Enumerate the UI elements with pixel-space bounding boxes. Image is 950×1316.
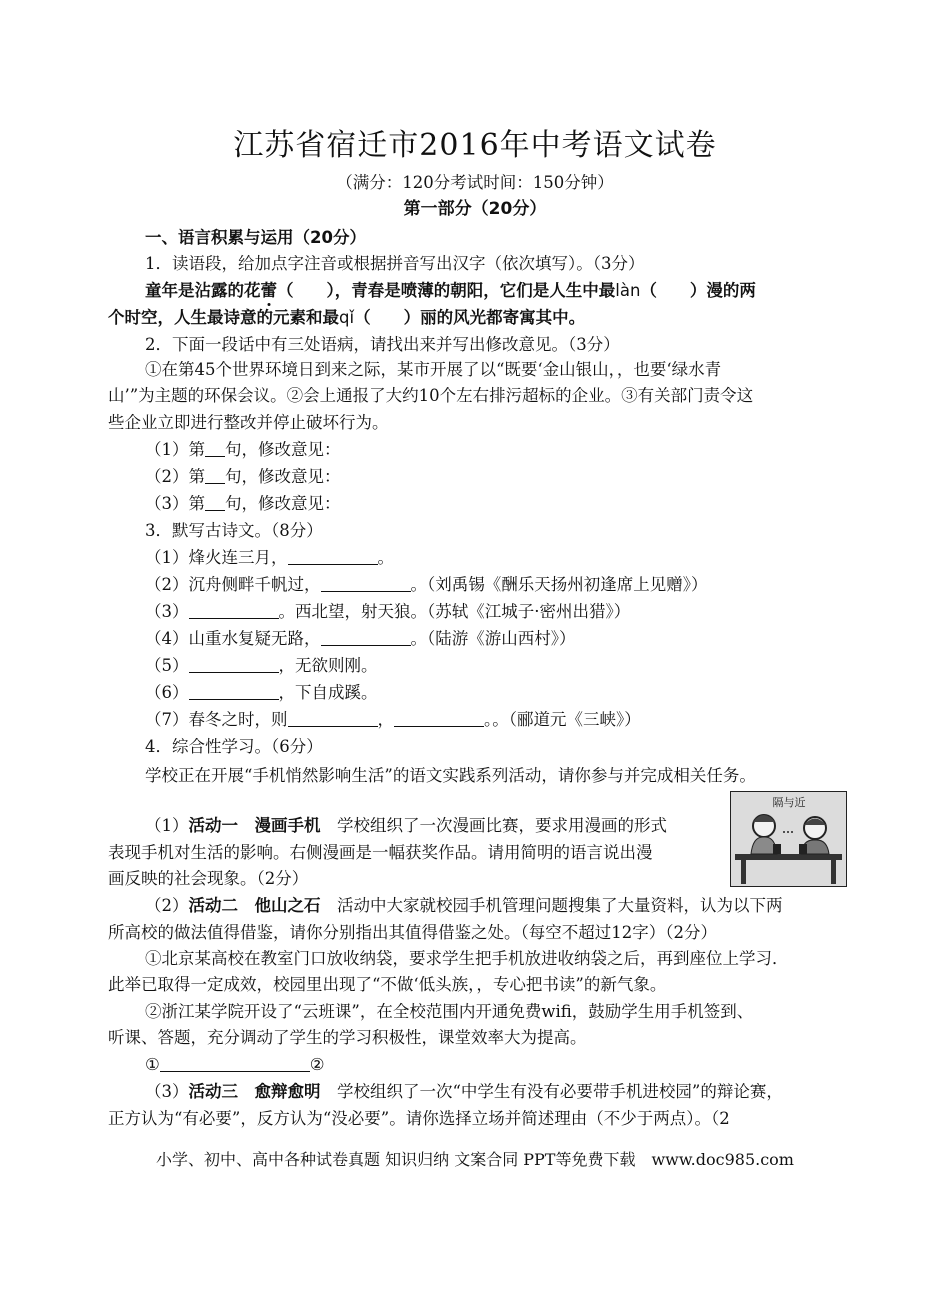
activity2-line: 所高校的做法值得借鉴，请你分别指出其值得借鉴之处。（每空不超过12字）（2分） [108,923,717,942]
q3-item: （3） 。西北望，射天狼。（苏轼《江城子·密州出猎》） [145,602,631,621]
pinyin: qǐ [339,308,355,327]
q3-item: （6） ，下自成蹊。 [145,683,378,702]
q1-prompt: 1．读语段，给加点字注音或根据拼音写出汉字（依次填写）。（3分） [145,254,645,273]
activity2-line: 听课、答题，充分调动了学生的学习积极性，课堂效率大为提高。 [108,1028,587,1047]
q3-item: （4）山重水复疑无路， 。（陆游《游山西村》） [145,629,576,648]
dotted-char: 蕾 [260,281,277,300]
comic-drawing [731,792,846,886]
answer-blank[interactable] [205,439,225,457]
activity1-title: 活动一 漫画手机 [188,816,321,835]
answer-blank[interactable] [189,682,279,700]
part-heading: 第一部分（20分） [403,199,547,219]
activity2-title: 活动二 他山之石 [188,896,321,915]
answer-blank[interactable] [394,709,484,727]
answer-blank[interactable] [321,574,411,592]
q2-paragraph-line: ①在第45个世界环境日到来之际，某市开展了以“既要‘金山银山，，也要‘绿水青 [145,360,722,379]
q4-prompt: 4．综合性学习。（6分） [145,737,323,756]
activity2-line: （2）活动二 他山之石 活动中大家就校园手机管理问题搜集了大量资料，认为以下两 [145,896,783,915]
activity1-line: 画反映的社会现象。（2分） [108,869,309,888]
q1-passage-line1: 童年是沾露的花蕾（ ），青春是喷薄的朝阳，它们是人生中最làn（ ）漫的两 [145,281,756,300]
answer-blank[interactable] [288,547,378,565]
activity2-line: ①北京某高校在教室门口放收纳袋，要求学生把手机放进收纳袋之后，再到座位上学习． [145,949,789,968]
q2-paragraph-line: 山’”为主题的环保会议。②会上通报了大约10个左右排污超标的企业。③有关部门责令这 [108,386,754,405]
answer-blank[interactable] [288,709,378,727]
activity3-line: （3）活动三 愈辩愈明 学校组织了一次“中学生有没有必要带手机进校园”的辩论赛， [145,1082,783,1101]
answer-blank[interactable] [189,655,279,673]
answer-blank[interactable] [160,1054,310,1072]
exam-subtitle: （满分：120分考试时间：150分钟） [336,173,614,192]
answer-blank[interactable] [321,628,411,646]
q2-answer-item: （2）第 句，修改意见： [145,467,341,486]
activity3-line: 正方认为“有必要”，反方认为“没必要”。请你选择立场并简述理由（不少于两点）。（2 [108,1109,730,1128]
page-title: 江苏省宿迁市2016年中考语文试卷 [233,128,717,163]
activity1-line: 表现手机对生活的影响。右侧漫画是一幅获奖作品。请用简明的语言说出漫 [108,843,653,862]
q3-item: （2）沉舟侧畔千帆过， 。（刘禹锡《酬乐天扬州初逢席上见赠》） [145,575,708,594]
comic-caption: 隔与近 [772,796,806,809]
section-heading: 一、语言积累与运用（20分） [145,228,366,247]
activity3-title: 活动三 愈辩愈明 [188,1082,321,1101]
q3-item: （5） ，无欲则刚。 [145,656,378,675]
q3-item: （7）春冬之时，则 ， 。。（郦道元《三峡》） [145,710,641,729]
q4-intro: 学校正在开展“手机悄然影响生活”的语文实践系列活动，请你参与并完成相关任务。 [145,766,756,785]
comic-image [730,791,847,887]
answer-blank[interactable] [189,601,279,619]
answer-blank[interactable] [205,466,225,484]
answer-blank[interactable] [205,493,225,511]
q2-paragraph-line: 些企业立即进行整改并停止破坏行为。 [108,413,389,432]
activity1-line: （1）活动一 漫画手机 学校组织了一次漫画比赛，要求用漫画的形式 [145,816,667,835]
pinyin: làn [615,281,641,300]
activity2-line: ②浙江某学院开设了“云班课”，在全校范围内开通免费wifi，鼓励学生用手机签到、 [145,1002,754,1021]
q3-item: （1）烽火连三月， 。 [145,548,394,567]
q2-answer-item: （3）第 句，修改意见： [145,494,341,513]
q3-prompt: 3．默写古诗文。（8分） [145,521,323,540]
footer-text: 小学、初中、高中各种试卷真题 知识归纳 文案合同 PPT等免费下载 www.doc985.com [156,1150,794,1169]
activity2-line: 此举已取得一定成效，校园里出现了“不做‘低头族，，专心把书读”的新气象。 [108,975,667,994]
q2-prompt: 2．下面一段话中有三处语病，请找出来并写出修改意见。（3分） [145,335,620,354]
activity2-answer: ① ② [145,1055,325,1074]
q1-passage-line2: 个时空，人生最诗意的元素和最qǐ（ ）丽的风光都寄寓其中。 [108,308,586,327]
q2-answer-item: （1）第 句，修改意见： [145,440,341,459]
